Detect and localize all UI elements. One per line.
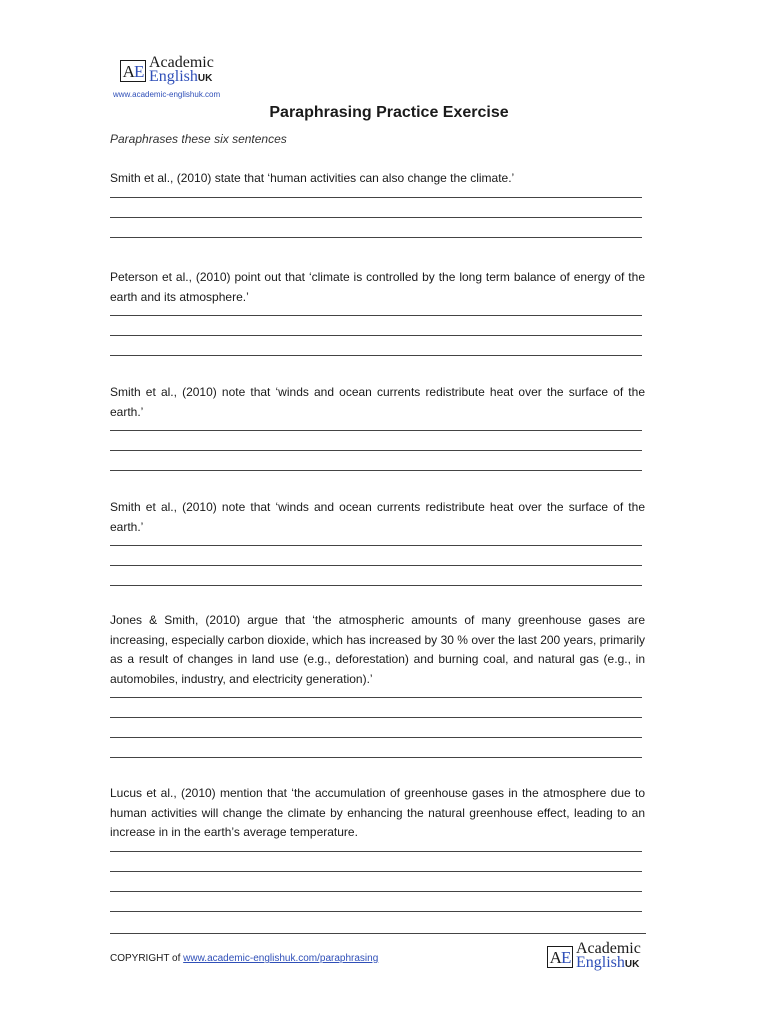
answer-line[interactable] <box>110 430 642 431</box>
footer-academic-english-logo <box>547 942 641 972</box>
page-title: Paraphrasing Practice Exercise <box>269 104 509 121</box>
answer-line[interactable] <box>110 217 642 218</box>
answer-line[interactable] <box>110 355 642 356</box>
answer-line[interactable] <box>110 717 642 718</box>
exercise-1 <box>110 169 645 238</box>
answer-line[interactable] <box>110 697 642 698</box>
logo-word-english: English <box>149 68 198 85</box>
logo-suffix-uk: UK <box>197 73 213 84</box>
answer-line[interactable] <box>110 585 642 586</box>
footer-divider <box>110 933 646 934</box>
answer-line[interactable] <box>110 851 642 852</box>
exercise-2 <box>110 268 645 356</box>
answer-line[interactable] <box>110 871 642 872</box>
exercise-text: Smith et al., (2010) note that ‘winds and ocean currents redistribute heat over the surface of the earth.’ <box>110 500 645 534</box>
copyright-link[interactable]: www.academic-englishuk.com/paraphrasing <box>183 953 379 964</box>
exercise-text: Jones & Smith, (2010) argue that ‘the atmospheric amounts of many greenhouse gases are increasing, especially carbon dioxide, which has increased by 30 % over the last 200 years, primarily as a result of changes in land use (e.g., deforestation) and burning coal, and natural gas (e.g., in automobiles, industry, and electricity generation).’ <box>110 613 645 686</box>
exercise-text: Lucus et al., (2010) mention that ‘the accumulation of greenhouse gases in the atmosphere due to human activities will change the climate by enhancing the natural greenhouse effect, leading to an increase in in the earth’s average temperature. <box>110 786 645 839</box>
logo-word-academic: Academic <box>576 940 641 957</box>
answer-line[interactable] <box>110 565 642 566</box>
exercise-3 <box>110 383 645 471</box>
answer-line[interactable] <box>110 450 642 451</box>
copyright-prefix: COPYRIGHT of <box>110 953 184 964</box>
ae-logo-mark: A E <box>547 946 573 968</box>
exercise-4 <box>110 498 645 586</box>
exercise-6 <box>110 784 645 912</box>
exercise-text: Smith et al., (2010) note that ‘winds and ocean currents redistribute heat over the surface of the earth.’ <box>110 385 645 419</box>
answer-line[interactable] <box>110 757 642 758</box>
answer-line[interactable] <box>110 315 642 316</box>
answer-line[interactable] <box>110 891 642 892</box>
logo-suffix-uk: UK <box>624 959 640 970</box>
answer-line[interactable] <box>110 737 642 738</box>
site-url[interactable]: www.academic-englishuk.com <box>113 90 221 99</box>
answer-line[interactable] <box>110 335 642 336</box>
logo-word-english: English <box>576 954 625 971</box>
academic-english-logo <box>120 56 214 86</box>
exercise-text: Smith et al., (2010) state that ‘human activities can also change the climate.’ <box>110 171 515 185</box>
exercise-5 <box>110 611 645 758</box>
answer-line[interactable] <box>110 545 642 546</box>
instructions: Paraphrases these six sentences <box>110 132 287 146</box>
answer-line[interactable] <box>110 237 642 238</box>
answer-line[interactable] <box>110 470 642 471</box>
ae-logo-mark: A E <box>120 60 146 82</box>
copyright-notice <box>110 953 378 964</box>
logo-word-academic: Academic <box>149 54 214 71</box>
answer-line[interactable] <box>110 197 642 198</box>
answer-line[interactable] <box>110 911 642 912</box>
exercise-text: Peterson et al., (2010) point out that ‘climate is controlled by the long term balance of energy of the earth and its atmosphere.’ <box>110 270 645 304</box>
